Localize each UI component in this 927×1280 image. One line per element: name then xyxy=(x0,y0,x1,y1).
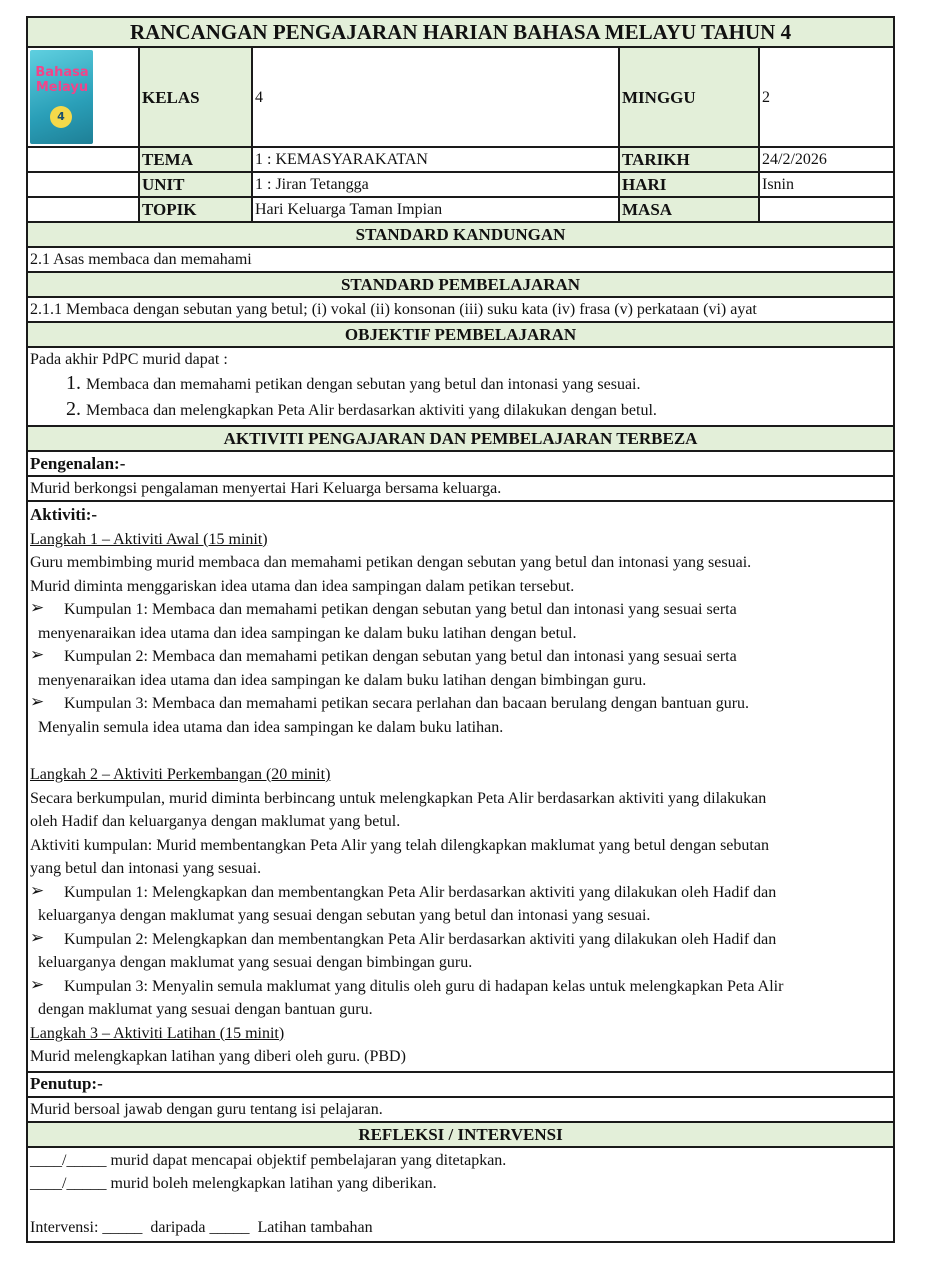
logo-word-1: Bahasa xyxy=(35,65,89,80)
kelas-value: 4 xyxy=(252,47,619,147)
refleksi-line: ____/_____ murid boleh melengkapkan latihan yang diberikan. xyxy=(30,1174,437,1192)
topik-label: TOPIK xyxy=(139,197,252,222)
bullet-continuation: keluarganya dengan maklumat yang sesuai dengan sebutan yang betul dan intonasi yang sesuai. xyxy=(38,907,651,924)
lesson-plan-table xyxy=(26,16,895,1243)
bullet-continuation: dengan maklumat yang sesuai dengan bantuan guru. xyxy=(38,1001,373,1018)
minggu-label: MINGGU xyxy=(619,47,759,147)
logo-word-2: Melayu xyxy=(35,80,89,95)
minggu-value: 2 xyxy=(759,47,894,147)
langkah1-bullet xyxy=(30,692,891,739)
langkah1-bullet xyxy=(30,645,891,692)
bullet-first-line: Kumpulan 2: Melengkapkan dan membentangkan Peta Alir berdasarkan aktiviti yang dilakukan oleh Hadif dan xyxy=(64,930,777,948)
spacer xyxy=(30,1195,891,1216)
standard-pembelajaran-text: 2.1.1 Membaca dengan sebutan yang betul; (i) vokal (ii) konsonan (iii) suku kata (iv) frasa (v) perkataan (vi) ayat xyxy=(27,297,894,322)
langkah2-line: oleh Hadif dan keluarganya dengan maklumat yang betul. xyxy=(30,813,401,830)
empty-cell xyxy=(27,172,139,197)
masa-value xyxy=(759,197,894,222)
arrowhead-bullet-icon: ➢ xyxy=(30,974,45,995)
bullet-first-line: Kumpulan 1: Membaca dan memahami petikan dengan sebutan yang betul dan intonasi yang sesuai serta xyxy=(64,601,737,618)
bullet-continuation: menyenaraikan idea utama dan idea sampingan ke dalam buku latihan dengan bimbingan guru. xyxy=(38,671,647,689)
arrowhead-bullet-icon: ➢ xyxy=(30,598,45,618)
arrowhead-bullet-icon: ➢ xyxy=(30,880,45,901)
penutup-text: Murid bersoal jawab dengan guru tentang isi pelajaran. xyxy=(27,1097,894,1122)
langkah3-title: Langkah 3 – Aktiviti Latihan (15 minit) xyxy=(30,1024,285,1042)
empty-cell xyxy=(27,197,139,222)
arrowhead-bullet-icon: ➢ xyxy=(30,692,45,712)
langkah2-bullet xyxy=(30,881,891,928)
standard-kandungan-heading: STANDARD KANDUNGAN xyxy=(27,222,894,247)
pengenalan-label-cell xyxy=(27,451,894,476)
refleksi-line: ____/_____ murid dapat mencapai objektif pembelajaran yang ditetapkan. xyxy=(30,1151,507,1169)
objektif-heading: OBJEKTIF PEMBELAJARAN xyxy=(27,322,894,347)
topik-value: Hari Keluarga Taman Impian xyxy=(252,197,619,222)
masa-label: MASA xyxy=(619,197,759,222)
pengenalan-label: Pengenalan:- xyxy=(30,453,126,473)
langkah1-title: Langkah 1 – Aktiviti Awal (15 minit) xyxy=(30,530,268,548)
langkah2-line: yang betul dan intonasi yang sesuai. xyxy=(30,860,262,877)
intervensi-line: Intervensi: _____ daripada _____ Latihan tambahan xyxy=(30,1218,373,1236)
unit-value: 1 : Jiran Tetangga xyxy=(252,172,619,197)
aktiviti-label: Aktiviti:- xyxy=(30,505,98,524)
book-cover-logo-icon xyxy=(30,50,93,144)
pengenalan-text: Murid berkongsi pengalaman menyertai Hari Keluarga bersama keluarga. xyxy=(27,476,894,501)
arrowhead-bullet-icon: ➢ xyxy=(30,927,45,948)
unit-label: UNIT xyxy=(139,172,252,197)
empty-cell xyxy=(27,147,139,172)
penutup-label-cell xyxy=(27,1072,894,1097)
bullet-first-line: Kumpulan 1: Melengkapkan dan membentangkan Peta Alir berdasarkan aktiviti yang dilakukan oleh Hadif dan xyxy=(64,883,777,901)
bullet-first-line: Kumpulan 3: Membaca dan memahami petikan secara perlahan dan bacaan berulang dengan bantuan guru. xyxy=(64,695,750,712)
standard-kandungan-text: 2.1 Asas membaca dan memahami xyxy=(27,247,894,272)
langkah2-line: Secara berkumpulan, murid diminta berbincang untuk melengkapkan Peta Alir berdasarkan aktiviti yang dilakukan xyxy=(30,789,767,807)
hari-label: HARI xyxy=(619,172,759,197)
bullet-continuation: Menyalin semula idea utama dan idea sampingan ke dalam buku latihan. xyxy=(38,718,504,736)
objektif-item: 1. Membaca dan memahami petikan dengan sebutan yang betul dan intonasi yang sesuai. xyxy=(86,371,891,397)
aktiviti-block xyxy=(27,501,894,1072)
langkah2-title: Langkah 2 – Aktiviti Perkembangan (20 minit) xyxy=(30,766,331,783)
langkah3-text: Murid melengkapkan latihan yang diberi oleh guru. (PBD) xyxy=(30,1048,406,1065)
langkah2-line: Aktiviti kumpulan: Murid membentangkan Peta Alir yang telah dilengkapkan maklumat yang betul dengan sebutan xyxy=(30,836,769,854)
tarikh-value: 24/2/2026 xyxy=(759,147,894,172)
document-title: RANCANGAN PENGAJARAN HARIAN BAHASA MELAYU TAHUN 4 xyxy=(27,17,894,47)
bullet-first-line: Kumpulan 2: Membaca dan memahami petikan dengan sebutan yang betul dan intonasi yang sesuai serta xyxy=(64,648,737,665)
langkah1-bullet xyxy=(30,598,891,645)
objektif-item: 2. Membaca dan melengkapkan Peta Alir berdasarkan aktiviti yang dilakukan dengan betul. xyxy=(86,397,891,423)
hari-value: Isnin xyxy=(759,172,894,197)
standard-pembelajaran-heading: STANDARD PEMBELAJARAN xyxy=(27,272,894,297)
langkah2-bullet xyxy=(30,928,891,975)
lesson-plan-sheet xyxy=(26,16,893,1243)
langkah1-line: Guru membimbing murid membaca dan memahami petikan dengan sebutan yang betul dan intonasi yang sesuai. xyxy=(30,554,752,571)
arrowhead-bullet-icon: ➢ xyxy=(30,645,45,665)
tema-value: 1 : KEMASYARAKATAN xyxy=(252,147,619,172)
langkah1-line: Murid diminta menggariskan idea utama dan idea sampingan dalam petikan tersebut. xyxy=(30,577,575,595)
refleksi-heading: REFLEKSI / INTERVENSI xyxy=(27,1122,894,1147)
logo-tahun-badge: 4 xyxy=(50,106,72,128)
objektif-block xyxy=(27,347,894,426)
bullet-continuation: menyenaraikan idea utama dan idea sampingan ke dalam buku latihan dengan betul. xyxy=(38,624,577,642)
bullet-continuation: keluarganya dengan maklumat yang sesuai dengan bimbingan guru. xyxy=(38,954,473,971)
kelas-label: KELAS xyxy=(139,47,252,147)
spacer xyxy=(30,739,891,763)
langkah2-bullet xyxy=(30,975,891,1022)
bullet-first-line: Kumpulan 3: Menyalin semula maklumat yang ditulis oleh guru di hadapan kelas untuk melengkapkan Peta Alir xyxy=(64,977,784,995)
penutup-label: Penutup:- xyxy=(30,1074,103,1093)
aktiviti-heading: AKTIVITI PENGAJARAN DAN PEMBELAJARAN TERBEZA xyxy=(27,426,894,451)
objektif-list xyxy=(30,371,891,423)
objektif-intro: Pada akhir PdPC murid dapat : xyxy=(30,351,228,368)
book-cover-cell xyxy=(27,47,139,147)
tema-label: TEMA xyxy=(139,147,252,172)
tarikh-label: TARIKH xyxy=(619,147,759,172)
refleksi-block xyxy=(27,1147,894,1242)
